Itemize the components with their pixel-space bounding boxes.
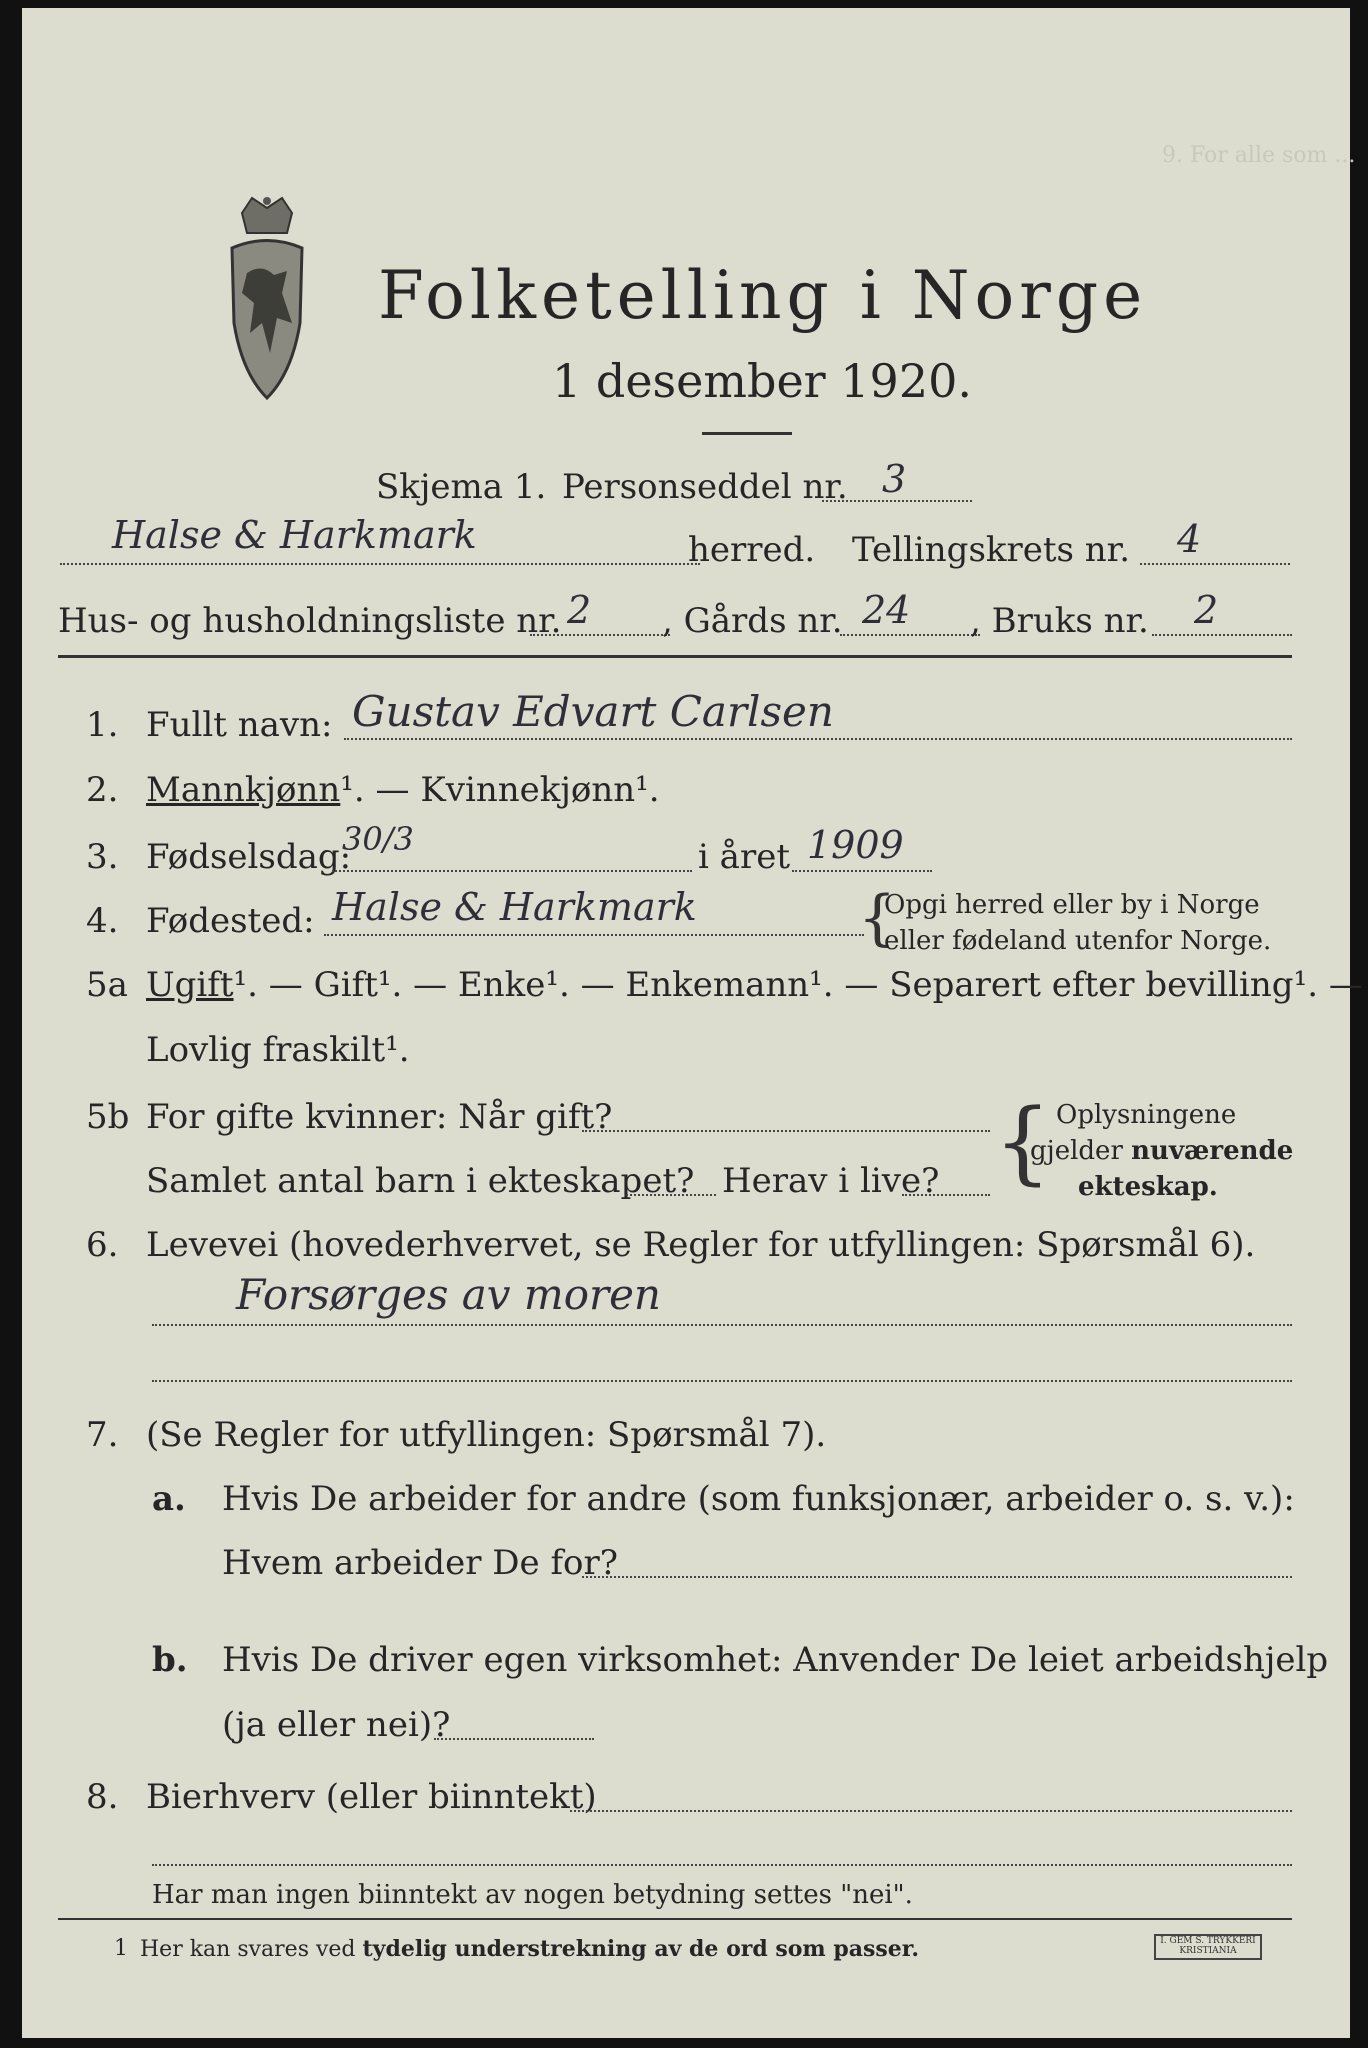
birthplace-label: Fødested: (146, 901, 315, 941)
hired-help-line (434, 1738, 594, 1740)
schema-label: Skjema 1. (376, 467, 547, 507)
sex-options (146, 770, 660, 810)
header-separator (58, 655, 1292, 658)
occupation-line-2 (152, 1380, 1292, 1382)
side-income-note: Har man ingen biinntekt av nogen betydning settes "nei". (152, 1880, 913, 1910)
tellingskrets-label: Tellingskrets nr. (852, 530, 1131, 570)
printer-stamp-line1: I. GEM S. TRYKKERI (1160, 1936, 1256, 1946)
birthdate-value: 30/3 (342, 820, 414, 858)
q4-number: 4. (86, 901, 119, 941)
marriage-note-brace: { (994, 1090, 1052, 1195)
gards-line (840, 634, 980, 636)
full-name-line (344, 738, 1292, 740)
birth-year-label: i året (698, 837, 790, 877)
q1-number: 1. (86, 705, 119, 745)
footnote-separator (58, 1918, 1292, 1920)
occupation-line-1 (152, 1324, 1292, 1326)
q8-number: 8. (86, 1777, 119, 1817)
footnote-text (140, 1938, 919, 1961)
census-form-page (22, 8, 1363, 2038)
sex-male-option: Mannkjønn (146, 770, 341, 810)
title-divider (702, 432, 792, 435)
marital-unmarried-option: Ugift (146, 965, 234, 1005)
when-married-line (582, 1130, 990, 1132)
bruks-value: 2 (1194, 588, 1219, 632)
birthplace-note-line2: eller fødeland utenfor Norge. (884, 926, 1272, 956)
full-name-value: Gustav Edvart Carlsen (352, 687, 834, 736)
full-name-label: Fullt navn: (146, 705, 333, 745)
side-income-line-2 (152, 1864, 1292, 1866)
marriage-note-line1: Oplysningene (1056, 1100, 1237, 1130)
marital-status-options (146, 965, 1363, 1005)
marital-other-options: ¹. — Gift¹. — Enke¹. — Enkemann¹. — Separert efter bevilling¹. — (233, 965, 1363, 1005)
sex-separator: ¹. — (340, 770, 421, 810)
employer-label: Hvem arbeider De for? (222, 1543, 618, 1583)
birthplace-value: Halse & Harkmark (332, 885, 697, 929)
birthplace-note-line1: Opgi herred eller by i Norge (884, 890, 1260, 920)
herred-value: Halse & Harkmark (112, 513, 477, 557)
children-count-label: Samlet antal barn i ekteskapet? (146, 1161, 695, 1201)
q7a-question: Hvis De arbeider for andre (som funksjonær, arbeider o. s. v.): (222, 1479, 1295, 1519)
gards-label: , Gårds nr. (662, 601, 843, 641)
personseddel-value: 3 (882, 457, 907, 501)
norway-coat-of-arms-emblem (212, 193, 322, 403)
printer-stamp (1154, 1934, 1262, 1960)
marriage-note-line2 (1030, 1138, 1293, 1164)
marriage-note-current: nuværende (1131, 1136, 1294, 1166)
q7-number: 7. (86, 1415, 119, 1455)
when-married-label: For gifte kvinner: Når gift? (146, 1097, 613, 1137)
birth-year-line (792, 870, 932, 872)
q3-number: 3. (86, 837, 119, 877)
birthplace-line (324, 934, 864, 936)
gards-value: 24 (862, 588, 911, 632)
marriage-note-applies: gjelder (1030, 1136, 1132, 1166)
marital-divorced-option: Lovlig fraskilt¹. (146, 1030, 410, 1070)
marriage-note-line3: ekteskap. (1078, 1172, 1218, 1202)
side-income-line (570, 1810, 1292, 1812)
hired-help-label: (ja eller nei)? (222, 1705, 451, 1745)
birthplace-note-brace: { (858, 883, 897, 953)
children-alive-label: Herav i live? (722, 1161, 940, 1201)
form-title: Folketelling i Norge (378, 257, 1148, 334)
sex-female-option: Kvinnekjønn¹. (420, 770, 660, 810)
herred-line (60, 563, 700, 565)
birthdate-line (332, 870, 692, 872)
personseddel-label: Personseddel nr. (562, 467, 848, 507)
q7-label: (Se Regler for utfyllingen: Spørsmål 7). (146, 1415, 827, 1455)
birthdate-label: Fødselsdag: (146, 837, 352, 877)
bleed-through-text: 9. For alle som ... (1162, 143, 1356, 168)
printer-stamp-line2: KRISTIANIA (1179, 1946, 1237, 1956)
herred-label: herred. (688, 530, 816, 570)
birth-year-value: 1909 (807, 823, 904, 867)
household-list-line (530, 634, 670, 636)
q7b-question: Hvis De driver egen virksomhet: Anvender De leiet arbeidshjelp (222, 1640, 1329, 1680)
household-list-label: Hus- og husholdningsliste nr. (58, 601, 562, 641)
occupation-value: Forsørges av moren (236, 1270, 661, 1319)
children-alive-line (902, 1194, 990, 1196)
footnote-text-bold: tydelig understrekning av de ord som passer. (362, 1936, 920, 1962)
children-count-line (626, 1194, 716, 1196)
q7a-letter: a. (152, 1479, 186, 1519)
q5b-number: 5b (86, 1097, 130, 1137)
tellingskrets-value: 4 (1177, 517, 1202, 561)
q7b-letter: b. (152, 1640, 188, 1680)
footnote-text-plain: Her kan svares ved (140, 1937, 363, 1962)
tellingskrets-line (1140, 563, 1290, 565)
q2-number: 2. (86, 770, 119, 810)
census-date: 1 desember 1920. (552, 354, 972, 408)
bruks-line (1152, 634, 1292, 636)
household-list-value: 2 (567, 588, 592, 632)
q6-number: 6. (86, 1225, 119, 1265)
footnote-mark: 1 (114, 1936, 128, 1961)
side-income-label: Bierhverv (eller biinntekt) (146, 1777, 597, 1817)
bruks-label: , Bruks nr. (970, 601, 1149, 641)
occupation-label: Levevei (hovederhvervet, se Regler for utfyllingen: Spørsmål 6). (146, 1225, 1256, 1265)
q5a-number: 5a (86, 965, 128, 1005)
employer-line (582, 1576, 1292, 1578)
